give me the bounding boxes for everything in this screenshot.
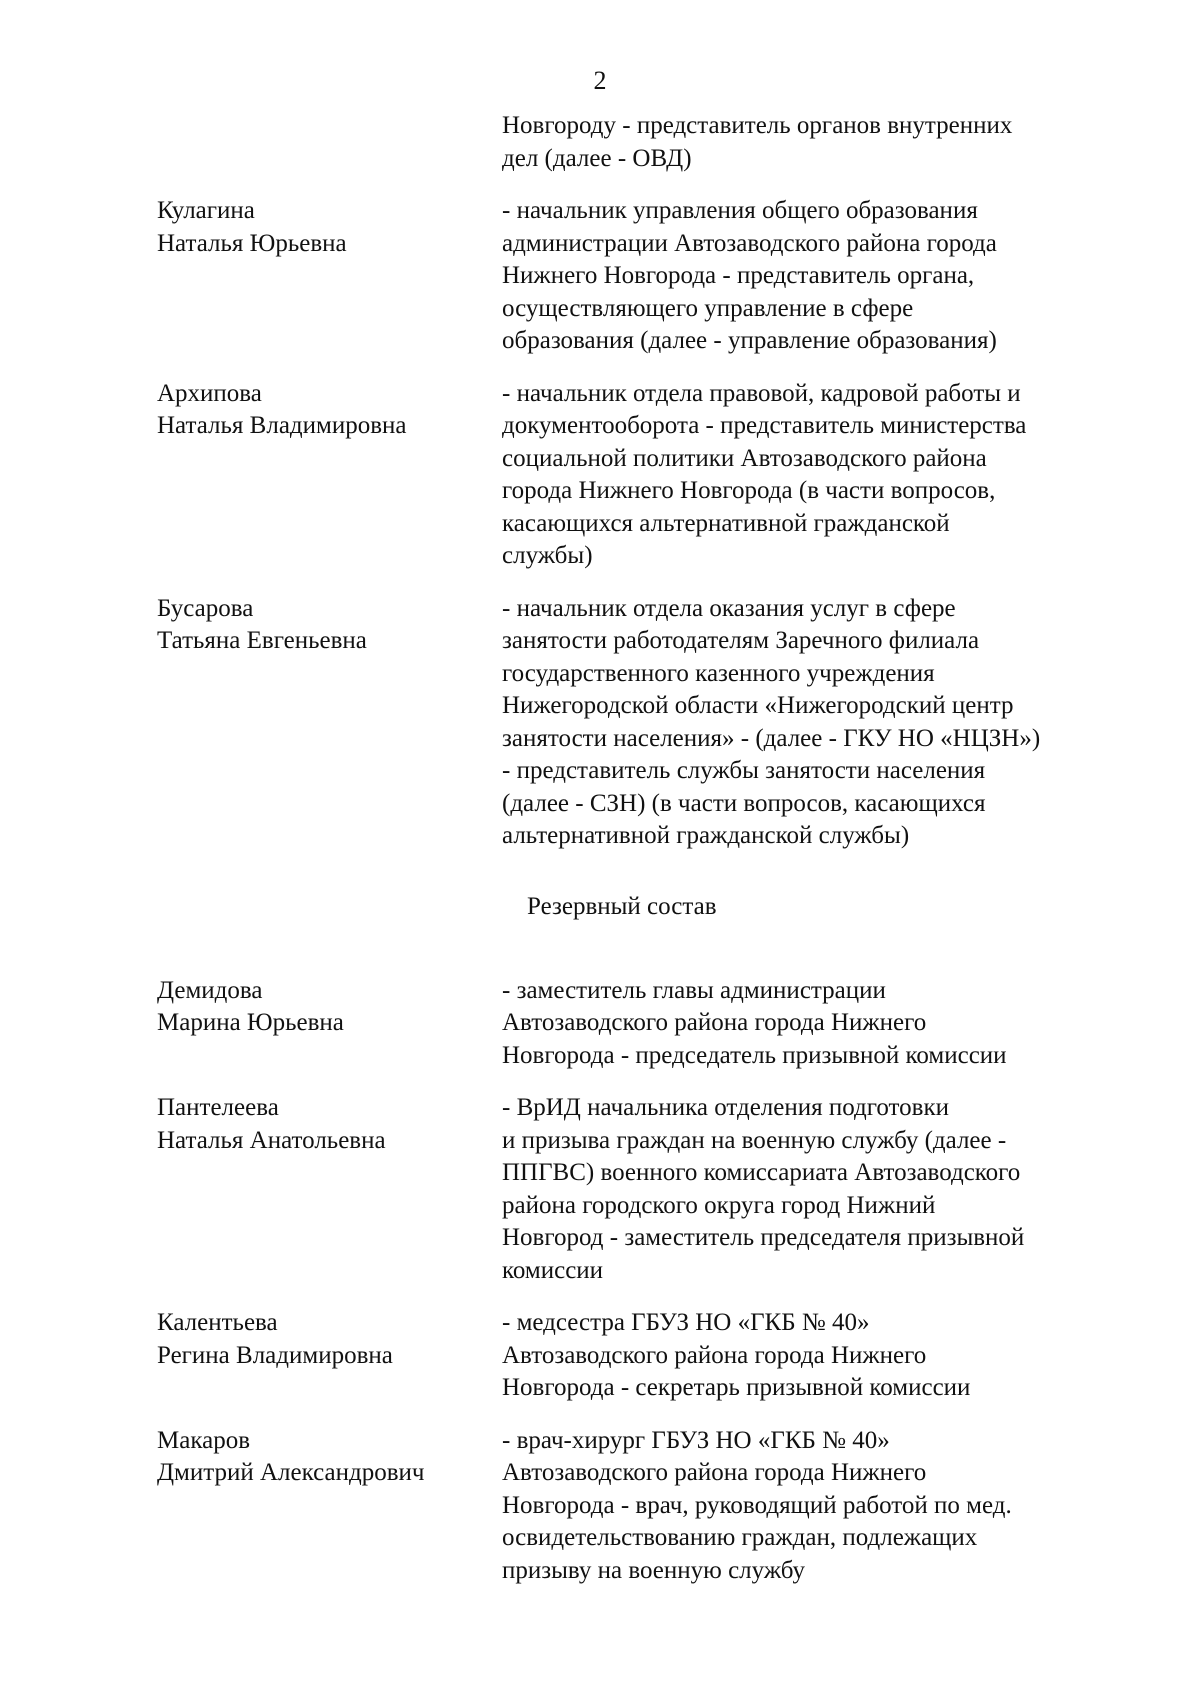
member-surname: Бусарова (157, 594, 254, 622)
member-role: - врач-хирург ГБУЗ НО «ГКБ № 40» Автозаводского района города Нижнего Новгорода - врач, руководящий работой по мед. освидетельствованию граждан, подлежащих призыву на военную службу (502, 1426, 1012, 1584)
member-given-names: Марина Юрьевна (157, 1009, 344, 1036)
member-given-names: Наталья Анатольевна (157, 1126, 386, 1154)
member-role: - медсестра ГБУЗ НО «ГКБ № 40» Автозаводского района города Нижнего Новгорода - секретарь призывной комиссии (502, 1309, 971, 1401)
main-members-list (157, 195, 1113, 853)
member-given-names: Наталья Владимировна (157, 412, 407, 439)
member-role: - начальник управления общего образования администрации Автозаводского района города Нижнего Новгорода - представитель органа, осуществляющего управление в сфере образования (далее - управление образования) (502, 197, 997, 354)
document-body (157, 110, 1113, 1607)
reserve-member-entry (157, 1092, 1113, 1287)
member-name (157, 378, 502, 573)
member-surname: Кулагина (157, 197, 255, 224)
member-name (157, 593, 502, 853)
member-entry (157, 378, 1113, 573)
member-surname: Демидова (157, 976, 263, 1004)
member-given-names: Дмитрий Александрович (157, 1459, 425, 1486)
member-given-names: Татьяна Евгеньевна (157, 627, 367, 654)
member-name (157, 1425, 502, 1588)
continued-description (502, 110, 1113, 175)
member-given-names: Регина Владимировна (157, 1341, 393, 1369)
reserve-member-entry (157, 1425, 1113, 1588)
page-number: 2 (593, 66, 607, 95)
reserve-section-heading: Резервный состав (527, 892, 717, 920)
member-surname: Архипова (157, 379, 262, 407)
reserve-member-entry (157, 1307, 1113, 1405)
member-name (157, 195, 502, 358)
member-surname: Пантелеева (157, 1094, 279, 1121)
member-name (157, 1092, 502, 1287)
member-role: - начальник отдела правовой, кадровой работы и документооборота - представитель министерства социальной политики Автозаводского района города Нижнего Новгорода (в части вопросов, касающихся альтернативной гражданской службы) (502, 379, 1027, 569)
member-entry (157, 593, 1113, 853)
member-surname: Калентьева (157, 1309, 278, 1336)
member-surname: Макаров (157, 1426, 250, 1454)
member-name (157, 1307, 502, 1405)
reserve-member-entry (157, 975, 1113, 1073)
member-name (157, 975, 502, 1073)
member-entry (157, 195, 1113, 358)
member-given-names: Наталья Юрьевна (157, 229, 347, 257)
member-role: - начальник отдела оказания услуг в сфере занятости работодателям Заречного филиала государственного казенного учреждения Нижегородской области «Нижегородский центр занятости населения» - (далее - ГКУ НО «НЦЗН») - представитель службы занятости населения (далее - СЗН) (в части вопросов, касающихся альтернативной гражданской службы) (502, 594, 1041, 849)
member-role: - заместитель главы администрации Автозаводского района города Нижнего Новгорода - председатель призывной комиссии (502, 976, 1007, 1069)
continued-description-text: Новгороду - представитель органов внутренних дел (далее - ОВД) (502, 112, 1013, 172)
reserve-members-list (157, 975, 1113, 1588)
member-role: - ВрИД начальника отделения подготовки и призыва граждан на военную службу (далее - ППГВС) военного комиссариата Автозаводского района городского округа город Нижний Новгород - заместитель председателя призывной комиссии (502, 1094, 1025, 1284)
